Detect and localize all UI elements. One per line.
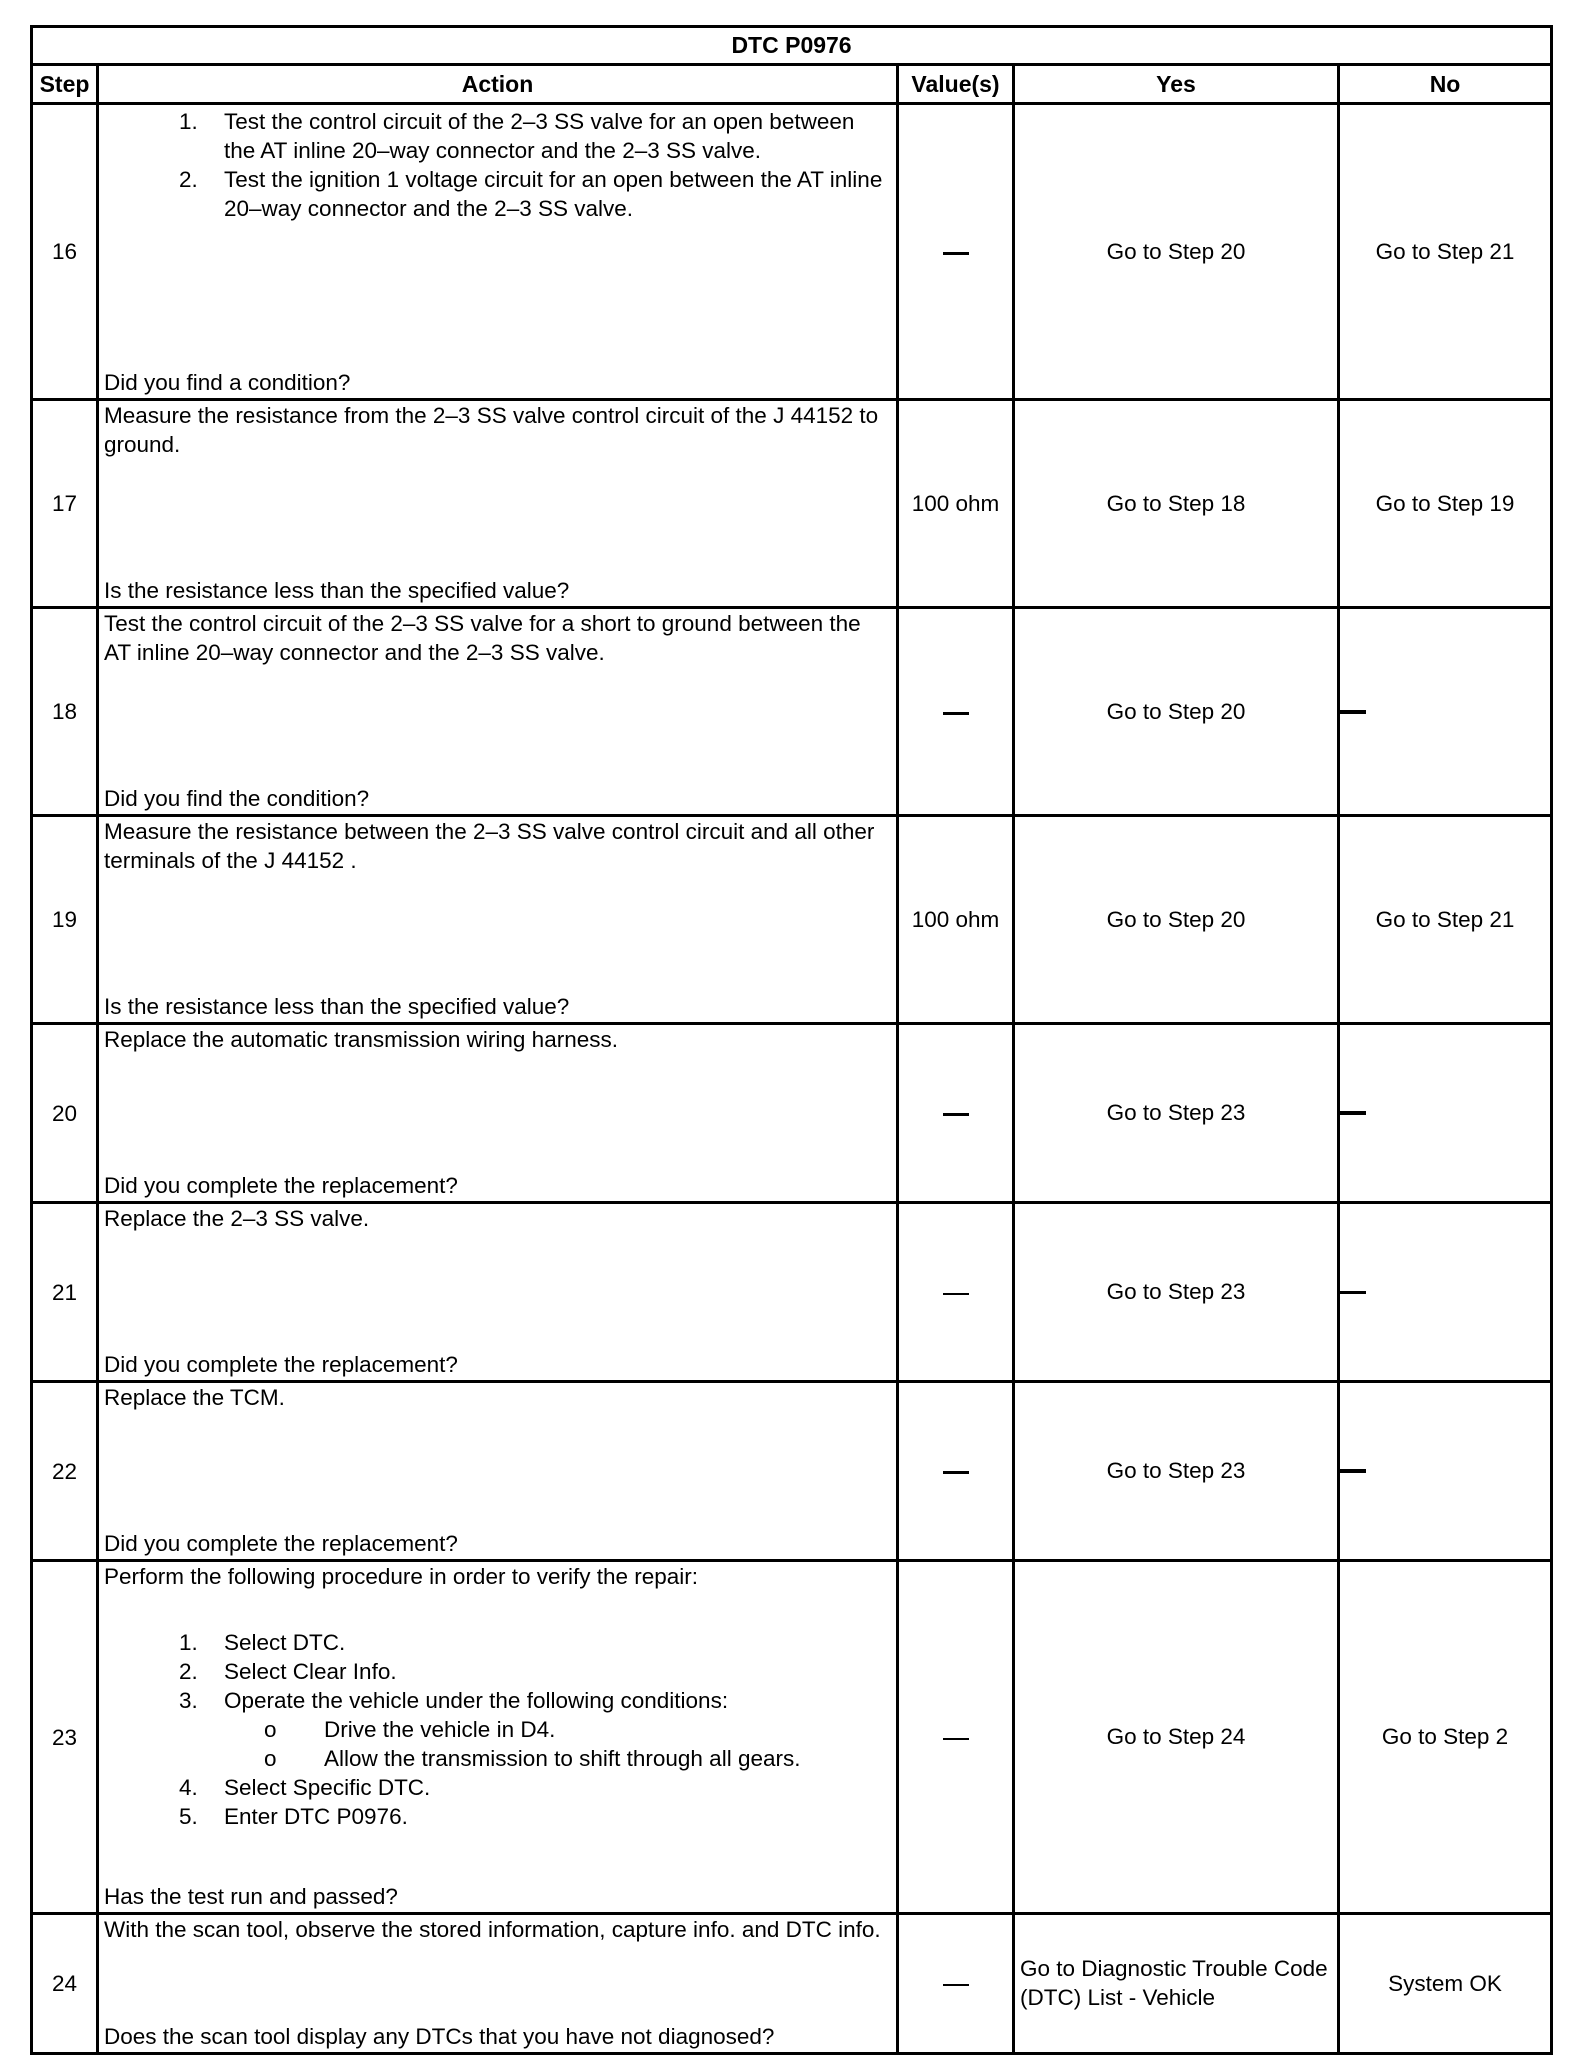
action-question: Did you find the condition? [104, 786, 370, 811]
action-cell [98, 1561, 898, 1914]
action-cell [98, 1203, 898, 1382]
header-step: Step [32, 65, 98, 104]
sub-list-item: o Drive the vehicle in D4. [304, 1715, 886, 1744]
action-text: Measure the resistance from the 2–3 SS valve control circuit of the J 44152 to ground. [104, 403, 879, 457]
no-cell [1339, 400, 1552, 608]
action-question: Has the test run and passed? [104, 1884, 398, 1909]
yes-cell [1014, 400, 1339, 608]
yes-cell [1014, 1382, 1339, 1561]
step-number: 23 [32, 1561, 98, 1914]
table-row [32, 1561, 1552, 1914]
value-cell [898, 1203, 1014, 1382]
dash-mark [943, 1113, 969, 1116]
yes-cell [1014, 104, 1339, 400]
dash-mark [1340, 1469, 1366, 1473]
header-row [32, 65, 1552, 104]
no-text: System OK [1388, 1970, 1502, 1996]
action-cell [98, 400, 898, 608]
sub-list-item: o Allow the transmission to shift through all gears. [304, 1744, 886, 1773]
header-no: No [1339, 65, 1552, 104]
list-item: 1. Test the control circuit of the 2–3 SS valve for an open between the AT inline 20–way connector and the 2–3 SS valve. [204, 107, 886, 165]
action-cell [98, 816, 898, 1024]
action-question: Did you complete the replacement? [104, 1352, 458, 1377]
list-item: 2. Test the ignition 1 voltage circuit for an open between the AT inline 20–way connector and the 2–3 SS valve. [204, 165, 886, 223]
no-text: Go to Step 21 [1375, 906, 1515, 932]
list-item [204, 1686, 886, 1773]
action-text: Perform the following procedure in order to verify the repair: [104, 1564, 699, 1589]
action-list [104, 107, 886, 223]
table-row [32, 608, 1552, 816]
yes-text: Go to Step 23 [1106, 1458, 1246, 1483]
value-cell [898, 1914, 1014, 2054]
no-cell [1339, 608, 1552, 816]
table-row [32, 816, 1552, 1024]
dash-mark [943, 1293, 969, 1295]
no-text: Go to Step 2 [1381, 1724, 1509, 1749]
no-cell [1339, 816, 1552, 1024]
yes-text: Go to Step 23 [1106, 1279, 1246, 1304]
table-row [32, 1024, 1552, 1203]
value-cell: 100 ohm [898, 400, 1014, 608]
header-action: Action [98, 65, 898, 104]
action-text: With the scan tool, observe the stored information, capture info. and DTC info. [104, 1917, 881, 1942]
dash-mark [943, 712, 969, 715]
yes-text: Go to Step 20 [1106, 698, 1246, 724]
value-cell [898, 104, 1014, 400]
no-text: Go to Step 19 [1375, 490, 1515, 516]
no-cell [1339, 1914, 1552, 2054]
action-question: Is the resistance less than the specified value? [104, 578, 570, 603]
no-cell [1339, 1203, 1552, 1382]
conditions-list [224, 1715, 886, 1773]
value-cell [898, 1024, 1014, 1203]
table-row [32, 1382, 1552, 1561]
action-text: Replace the TCM. [104, 1385, 285, 1410]
procedure-list [104, 1628, 886, 1831]
dash-mark [943, 1471, 969, 1474]
yes-text: Go to Step 18 [1106, 490, 1246, 516]
table-title: DTC P0976 [32, 27, 1552, 65]
list-item: 5. Enter DTC P0976. [204, 1802, 886, 1831]
no-cell [1339, 1382, 1552, 1561]
table-row [32, 400, 1552, 608]
step-number: 21 [32, 1203, 98, 1382]
dash-mark [1340, 1291, 1366, 1294]
header-yes: Yes [1014, 65, 1339, 104]
action-question: Did you complete the replacement? [104, 1531, 458, 1556]
table-row [32, 1914, 1552, 2054]
yes-cell [1014, 1914, 1339, 2054]
dash-mark [943, 252, 969, 255]
dash-mark [1340, 1111, 1366, 1115]
value-cell [898, 608, 1014, 816]
dash-mark [1340, 710, 1366, 714]
value-cell [898, 1382, 1014, 1561]
dash-mark [943, 1738, 969, 1740]
action-text: Replace the 2–3 SS valve. [104, 1206, 370, 1231]
yes-cell [1014, 816, 1339, 1024]
yes-cell [1014, 608, 1339, 816]
list-item-text: Operate the vehicle under the following conditions: [224, 1688, 729, 1713]
step-number: 19 [32, 816, 98, 1024]
list-item: 2. Select Clear Info. [204, 1657, 886, 1686]
step-number: 16 [32, 104, 98, 400]
list-item: 1. Select DTC. [204, 1628, 886, 1657]
yes-text: Go to Step 23 [1106, 1100, 1246, 1125]
step-number: 22 [32, 1382, 98, 1561]
dash-mark [943, 1984, 969, 1986]
yes-cell [1014, 1203, 1339, 1382]
no-cell [1339, 104, 1552, 400]
yes-cell [1014, 1024, 1339, 1203]
no-cell [1339, 1024, 1552, 1203]
table-row [32, 1203, 1552, 1382]
step-number: 18 [32, 608, 98, 816]
table-row [32, 104, 1552, 400]
header-value: Value(s) [898, 65, 1014, 104]
step-number: 24 [32, 1914, 98, 2054]
list-item: 4. Select Specific DTC. [204, 1773, 886, 1802]
action-question: Is the resistance less than the specified value? [104, 994, 570, 1019]
yes-text: Go to Step 20 [1106, 906, 1246, 932]
action-question: Does the scan tool display any DTCs that you have not diagnosed? [104, 2024, 775, 2049]
action-text: Test the control circuit of the 2–3 SS valve for a short to ground between the AT inline 20–way connector and the 2–3 SS valve. [104, 611, 861, 665]
yes-text: Go to Diagnostic Trouble Code (DTC) List - Vehicle [1020, 1956, 1328, 2010]
value-cell: 100 ohm [898, 816, 1014, 1024]
yes-text: Go to Step 20 [1106, 238, 1246, 264]
yes-text: Go to Step 24 [1106, 1724, 1246, 1749]
action-question: Did you complete the replacement? [104, 1173, 458, 1198]
step-number: 20 [32, 1024, 98, 1203]
dtc-table [30, 25, 1553, 2055]
yes-cell [1014, 1561, 1339, 1914]
action-cell [98, 608, 898, 816]
action-cell [98, 104, 898, 400]
action-cell [98, 1382, 898, 1561]
action-text: Replace the automatic transmission wiring harness. [104, 1027, 618, 1052]
no-cell [1339, 1561, 1552, 1914]
no-text: Go to Step 21 [1375, 238, 1515, 264]
action-cell [98, 1024, 898, 1203]
action-cell [98, 1914, 898, 2054]
action-text: Measure the resistance between the 2–3 SS valve control circuit and all other terminals of the J 44152 . [104, 819, 875, 873]
action-question: Did you find a condition? [104, 370, 351, 395]
step-number: 17 [32, 400, 98, 608]
value-cell [898, 1561, 1014, 1914]
